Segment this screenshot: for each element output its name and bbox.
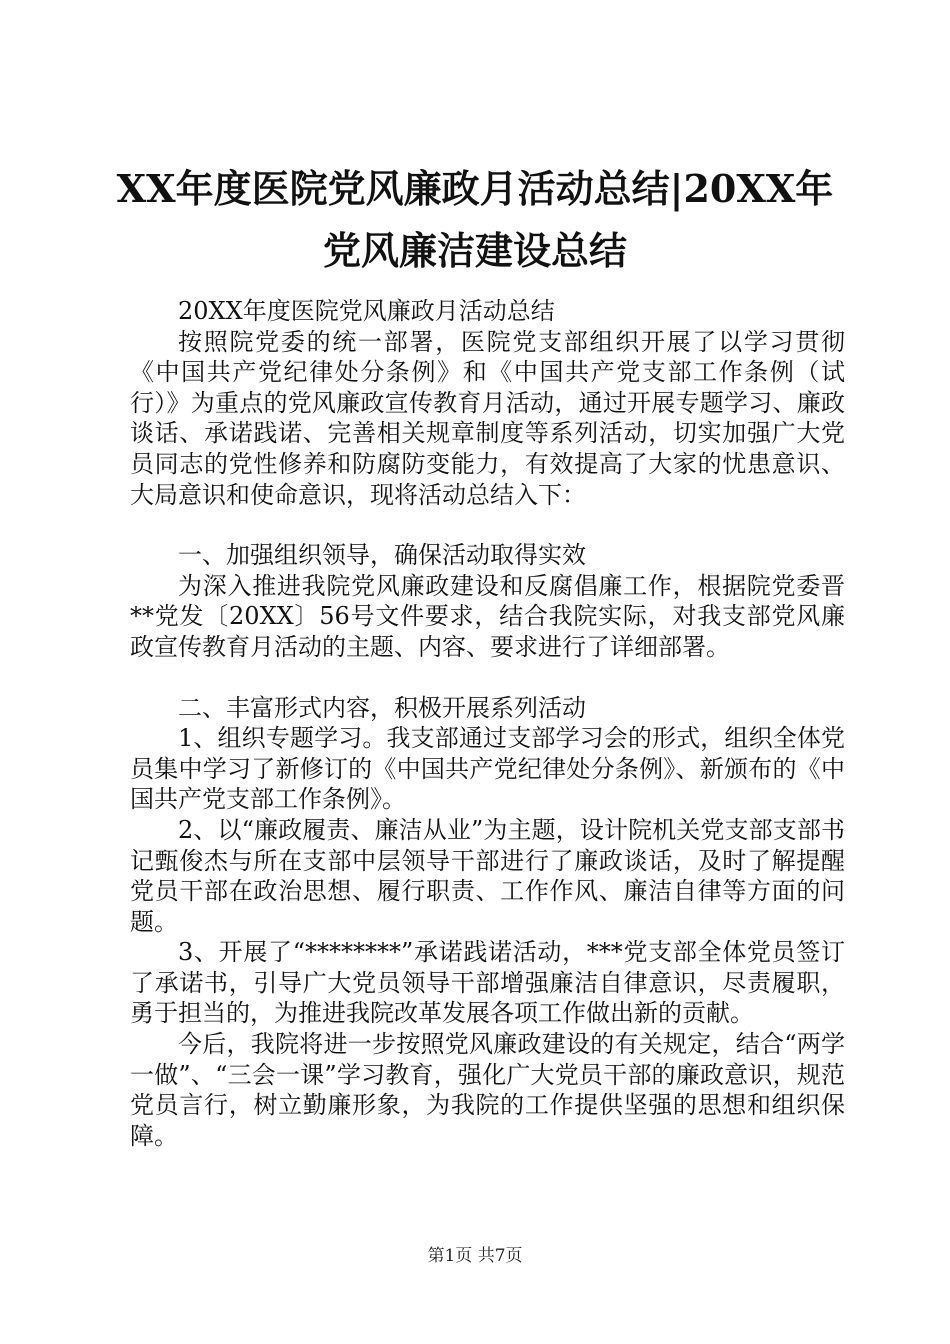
section-heading-1: 一、加强组织领导，确保活动取得实效 [178, 541, 586, 570]
conclusion-paragraph: 今后，我院将进一步按照党风廉政建设的有关规定，结合“两学一做”、“三会一课”学习教育，强化广大党员干部的廉政意识，规范党员言行，树立勤廉形象，为我院的工作提供坚强的思想和组织保障。 [130, 1030, 845, 1150]
document-body [130, 296, 845, 1151]
section-heading-2: 二、丰富形式内容，积极开展系列活动 [178, 693, 586, 722]
page-number-footer: 第1页 共7页 [427, 1246, 523, 1266]
intro-paragraph: 按照院党委的统一部署，医院党支部组织开展了以学习贯彻《中国共产党纪律处分条例》和《中国共产党支部工作条例（试行）》为重点的党风廉政宣传教育月活动，通过开展专题学习、廉政谈话、承诺践诺、完善相关规章制度等系列活动，切实加强广大党员同志的党性修养和防腐防变能力，有效提高了大家的忧患意识、大局意识和使命意识，现将活动总结入下： [130, 327, 845, 509]
document-title: XX年度医院党风廉政月活动总结|20XX年党风廉洁建设总结 [116, 166, 834, 273]
section-2-item-2: 2、以“廉政履责、廉洁从业”为主题，设计院机关党支部支部书记甄俊杰与所在支部中层领导干部进行了廉政谈话，及时了解提醒党员干部在政治思想、履行职责、工作作风、廉洁自律等方面的问题。 [130, 815, 845, 936]
subtitle-paragraph: 20XX年度医院党风廉政月活动总结 [178, 297, 555, 325]
section-2-item-3: 3、开展了“********”承诺践诺活动，***党支部全体党员签订了承诺书，引导广大党员领导干部增强廉洁自律意识，尽责履职，勇于担当的，为推进我院改革发展各项工作做出新的贡献。 [130, 938, 845, 1028]
section-1-paragraph: 为深入推进我院党风廉政建设和反腐倡廉工作，根据院党委晋**党发〔20XX〕56号文件要求，结合我院实际，对我支部党风廉政宣传教育月活动的主题、内容、要求进行了详细部署。 [130, 571, 845, 661]
section-2-item-1: 1、组织专题学习。我支部通过支部学习会的形式，组织全体党员集中学习了新修订的《中国共产党纪律处分条例》、新颁布的《中国共产党支部工作条例》。 [130, 724, 845, 814]
